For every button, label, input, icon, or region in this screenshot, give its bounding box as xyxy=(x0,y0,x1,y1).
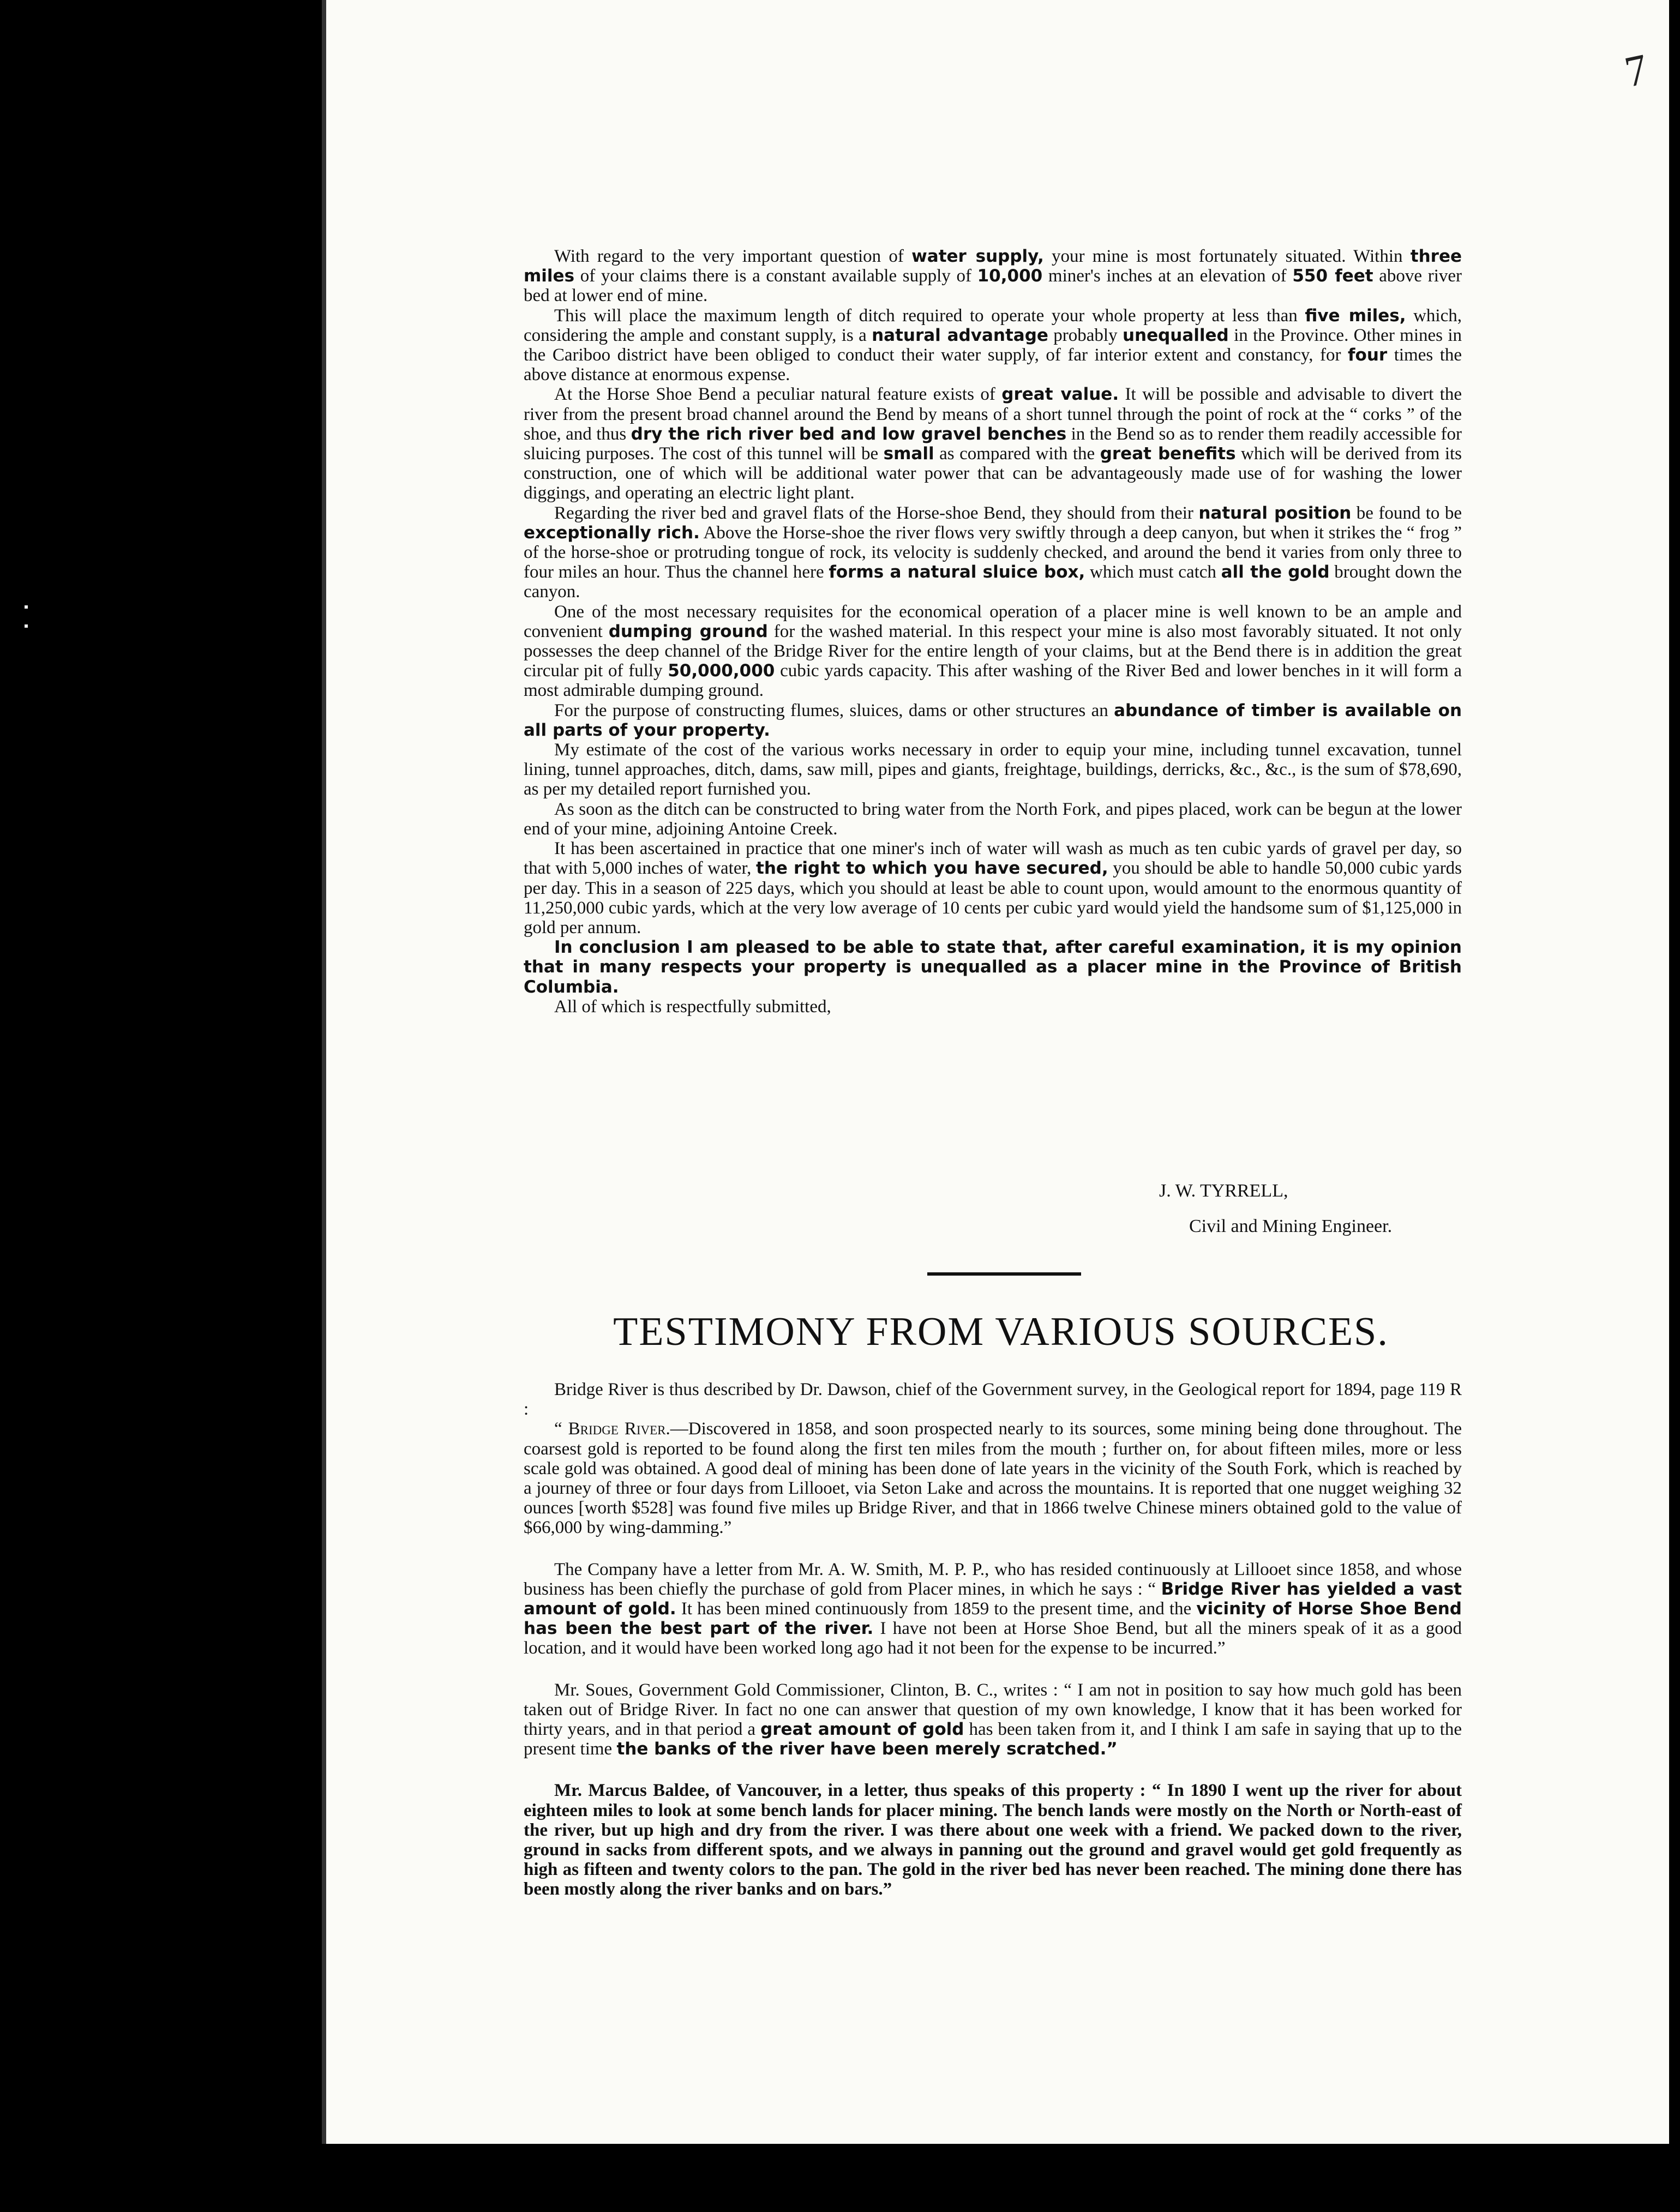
page-number: 7 xyxy=(1621,45,1652,97)
paragraph: One of the most necessary requisites for the economical operation of a placer mine is well known to be an ample and convenient dumping ground for the washed material. In this respect your mine is also most favorably situated. It not only possesses the deep channel of the Bridge River for the entire length of your claims, but at the Bend there is in addition the great circular pit of fully 50,000,000 cubic yards capacity. This after washing of the River Bed and lower benches in it will form a most admirable dumping ground. xyxy=(524,602,1462,701)
paragraph: As soon as the ditch can be constructed to bring water from the North Fork, and pipes placed, work can be begun at the lower end of your mine, adjoining Antoine Creek. xyxy=(524,799,1462,839)
closing-line: All of which is respectfully submitted, xyxy=(554,996,831,1017)
paragraph: It has been ascertained in practice that one miner's inch of water will wash as much as ten cubic yards of gravel per day, so that with 5,000 inches of water, the right to which you have secured, you should be able to handle 50,000 cubic yards per day. This in a season of 225 days, which you should at least be able to count upon, would amount to the enormous quantity of 11,250,000 cubic yards, which at the very low average of 10 cents per cubic yard would yield the handsome sum of $1,125,000 in gold per annum. xyxy=(524,839,1462,937)
conclusion-paragraph: In conclusion I am pleased to be able to state that, after careful examination, it is my opinion that in many respects your property is unequalled as a placer mine in the Province of British Columbia. xyxy=(524,937,1462,997)
paragraph: Regarding the river bed and gravel flats of the Horse-shoe Bend, they should from their natural position be found to be exceptionally rich. Above the Horse-shoe the river flows very swiftly through a deep canyon, but when it strikes the “ frog ” of the horse-shoe or protruding tongue of rock, its velocity is suddenly checked, and around the bend it varies from only three to four miles an hour. Thus the channel here forms a natural sluice box, which must catch all the gold brought down the canyon. xyxy=(524,503,1462,602)
scan-mark xyxy=(25,624,28,628)
paragraph: Mr. Marcus Baldee, of Vancouver, in a letter, thus speaks of this property : “ In 1890 I went up the river for about eighteen miles to look at some bench lands for placer mining. The bench lands were mostly on the North or North-east of the river, but up high and dry from the river. I was there about one week with a friend. We packed down to the river, ground in sacks from different spots, and we always in panning out the ground and gravel would get gold frequently as high as fifteen and twenty colors to the pan. The gold in the river bed has never been reached. The mining done there has been mostly along the river banks and on bars.” xyxy=(524,1781,1462,1900)
report-body xyxy=(524,247,1462,1017)
paragraph: For the purpose of constructing flumes, sluices, dams or other structures an abundance of timber is available on all parts of your property. xyxy=(524,700,1462,740)
paragraph: With regard to the very important question of water supply, your mine is most fortunately situated. Within three miles of your claims there is a constant available supply of 10,000 miner's inches at an elevation of 550 feet above river bed at lower end of mine. xyxy=(524,247,1462,306)
testimony-body xyxy=(524,1380,1462,1900)
signature-title: Civil and Mining Engineer. xyxy=(1189,1216,1393,1236)
section-divider xyxy=(927,1272,1081,1276)
paragraph: Bridge River is thus described by Dr. Dawson, chief of the Government survey, in the Geological report for 1894, page 119 R : xyxy=(524,1380,1462,1420)
scan-left-margin xyxy=(0,0,314,2212)
paragraph: At the Horse Shoe Bend a peculiar natural feature exists of great value. It will be possible and advisable to divert the river from the present broad channel around the Bend by means of a short tunnel through the point of rock at the “ corks ” of the shoe, and thus dry the rich river bed and low gravel benches in the Bend so as to render them readily accessible for sluicing purposes. The cost of this tunnel will be small as compared with the great benefits which will be derived from its construction, one of which will be additional water power that can be advantageously made use of for washing the lower diggings, and operating an electric light plant. xyxy=(524,384,1462,503)
quote-paragraph: “ Bridge River.—Discovered in 1858, and soon prospected nearly to its sources, some mining being done throughout. The coarsest gold is reported to be found along the first ten miles from the mouth ; further on, for about fifteen miles, more or less scale gold was obtained. A good deal of mining has been done of late years in the vicinity of the South Fork, which is reached by a journey of three or four days from Lillooet, via Seton Lake and across the mountains. It is reported that one nugget weighing 32 ounces [worth $528] was found five miles up Bridge River, and that in 1866 twelve Chinese miners obtained gold to the value of $66,000 by wing-damming.” xyxy=(524,1419,1462,1538)
paragraph: The Company have a letter from Mr. A. W. Smith, M. P. P., who has resided continuously at Lillooet since 1858, and whose business has been chiefly the purchase of gold from Placer mines, in which he says : “ Bridge River has yielded a vast amount of gold. It has been mined continuously from 1859 to the present time, and the vicinity of Horse Shoe Bend has been the best part of the river. I have not been at Horse Shoe Bend, but all the miners speak of it as a good location, and it would have been worked long ago had it not been for the expense to be incurred.” xyxy=(524,1559,1462,1658)
scan-right-margin xyxy=(1669,0,1680,2212)
paragraph: This will place the maximum length of ditch required to operate your whole property at less than five miles, which, considering the ample and constant supply, is a natural advantage probably unequalled in the Province. Other mines in the Cariboo district have been obliged to conduct their water supply, of far interior extent and constancy, for four times the above distance at enormous expense. xyxy=(524,305,1462,385)
scan-mark xyxy=(25,605,28,609)
section-heading: TESTIMONY FROM VARIOUS SOURCES. xyxy=(613,1309,1389,1354)
paragraph: My estimate of the cost of the various works necessary in order to equip your mine, including tunnel excavation, tunnel lining, tunnel approaches, ditch, dams, saw mill, pipes and giants, freightage, buildings, derricks, &c., &c., is the sum of $78,690, as per my detailed report furnished you. xyxy=(524,740,1462,800)
signature-name: J. W. TYRRELL, xyxy=(1159,1181,1288,1201)
paragraph: Mr. Soues, Government Gold Commissioner, Clinton, B. C., writes : “ I am not in position to say how much gold has been taken out of Bridge River. In fact no one can answer that question of my own knowledge, I know that it has been worked for thirty years, and in that period a great amount of gold has been taken from it, and I think I am safe in saying that up to the present time the banks of the river have been merely scratched.” xyxy=(524,1680,1462,1759)
scan-bottom-margin xyxy=(0,2144,1680,2212)
